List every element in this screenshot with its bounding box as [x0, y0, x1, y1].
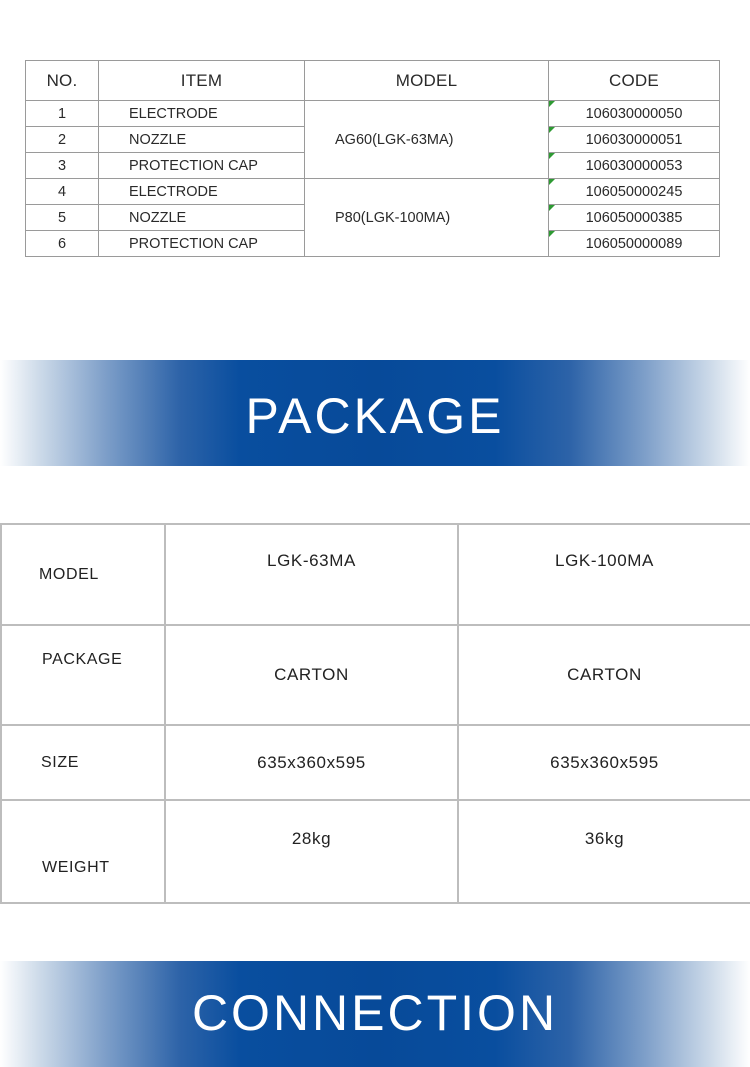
row-label: SIZE: [1, 725, 165, 800]
part-code: 106050000089: [585, 235, 683, 252]
value-lgk-63ma: CARTON: [165, 625, 458, 725]
part-code-cell: [549, 153, 720, 179]
package-title: PACKAGE: [245, 388, 505, 444]
header-no: NO.: [26, 61, 99, 101]
cell-marker-icon: [549, 101, 555, 107]
cell-marker-icon: [549, 205, 555, 211]
table-row: [26, 179, 720, 205]
row-number: 2: [26, 127, 99, 153]
parts-table: [25, 60, 720, 257]
part-code: 106050000385: [585, 209, 683, 226]
model-name: AG60(LGK-63MA): [305, 101, 549, 179]
row-number: 5: [26, 205, 99, 231]
value-lgk-100ma: 36kg: [458, 800, 750, 903]
part-code-cell: [549, 205, 720, 231]
part-code: 106030000053: [585, 157, 683, 174]
item-name: NOZZLE: [99, 127, 305, 153]
connection-banner: [0, 961, 750, 1067]
part-code: 106050000245: [585, 183, 683, 200]
item-name: PROTECTION CAP: [99, 153, 305, 179]
row-number: 1: [26, 101, 99, 127]
part-code-cell: [549, 127, 720, 153]
item-name: NOZZLE: [99, 205, 305, 231]
parts-table-header-row: [26, 61, 720, 101]
value-lgk-63ma: 635x360x595: [165, 725, 458, 800]
part-code-cell: [549, 231, 720, 257]
value-lgk-100ma: 635x360x595: [458, 725, 750, 800]
row-number: 6: [26, 231, 99, 257]
part-code-cell: [549, 101, 720, 127]
value-lgk-63ma: 28kg: [165, 800, 458, 903]
item-name: ELECTRODE: [99, 179, 305, 205]
value-lgk-100ma: CARTON: [458, 625, 750, 725]
model-name: P80(LGK-100MA): [305, 179, 549, 257]
header-code: CODE: [549, 61, 720, 101]
part-code: 106030000050: [585, 105, 683, 122]
row-label: MODEL: [1, 524, 165, 625]
row-number: 3: [26, 153, 99, 179]
table-row: [1, 524, 750, 625]
header-item: ITEM: [99, 61, 305, 101]
cell-marker-icon: [549, 127, 555, 133]
value-lgk-100ma: LGK-100MA: [458, 524, 750, 625]
row-number: 4: [26, 179, 99, 205]
cell-marker-icon: [549, 231, 555, 237]
package-table: [0, 523, 750, 904]
part-code: 106030000051: [585, 131, 683, 148]
value-lgk-63ma: LGK-63MA: [165, 524, 458, 625]
table-row: [1, 800, 750, 903]
row-label: WEIGHT: [1, 800, 165, 903]
connection-title: CONNECTION: [191, 985, 559, 1041]
item-name: PROTECTION CAP: [99, 231, 305, 257]
cell-marker-icon: [549, 179, 555, 185]
header-model: MODEL: [305, 61, 549, 101]
table-row: [1, 625, 750, 725]
part-code-cell: [549, 179, 720, 205]
table-row: [26, 101, 720, 127]
cell-marker-icon: [549, 153, 555, 159]
row-label: PACKAGE: [1, 625, 165, 725]
table-row: [1, 725, 750, 800]
item-name: ELECTRODE: [99, 101, 305, 127]
package-banner: [0, 360, 750, 466]
